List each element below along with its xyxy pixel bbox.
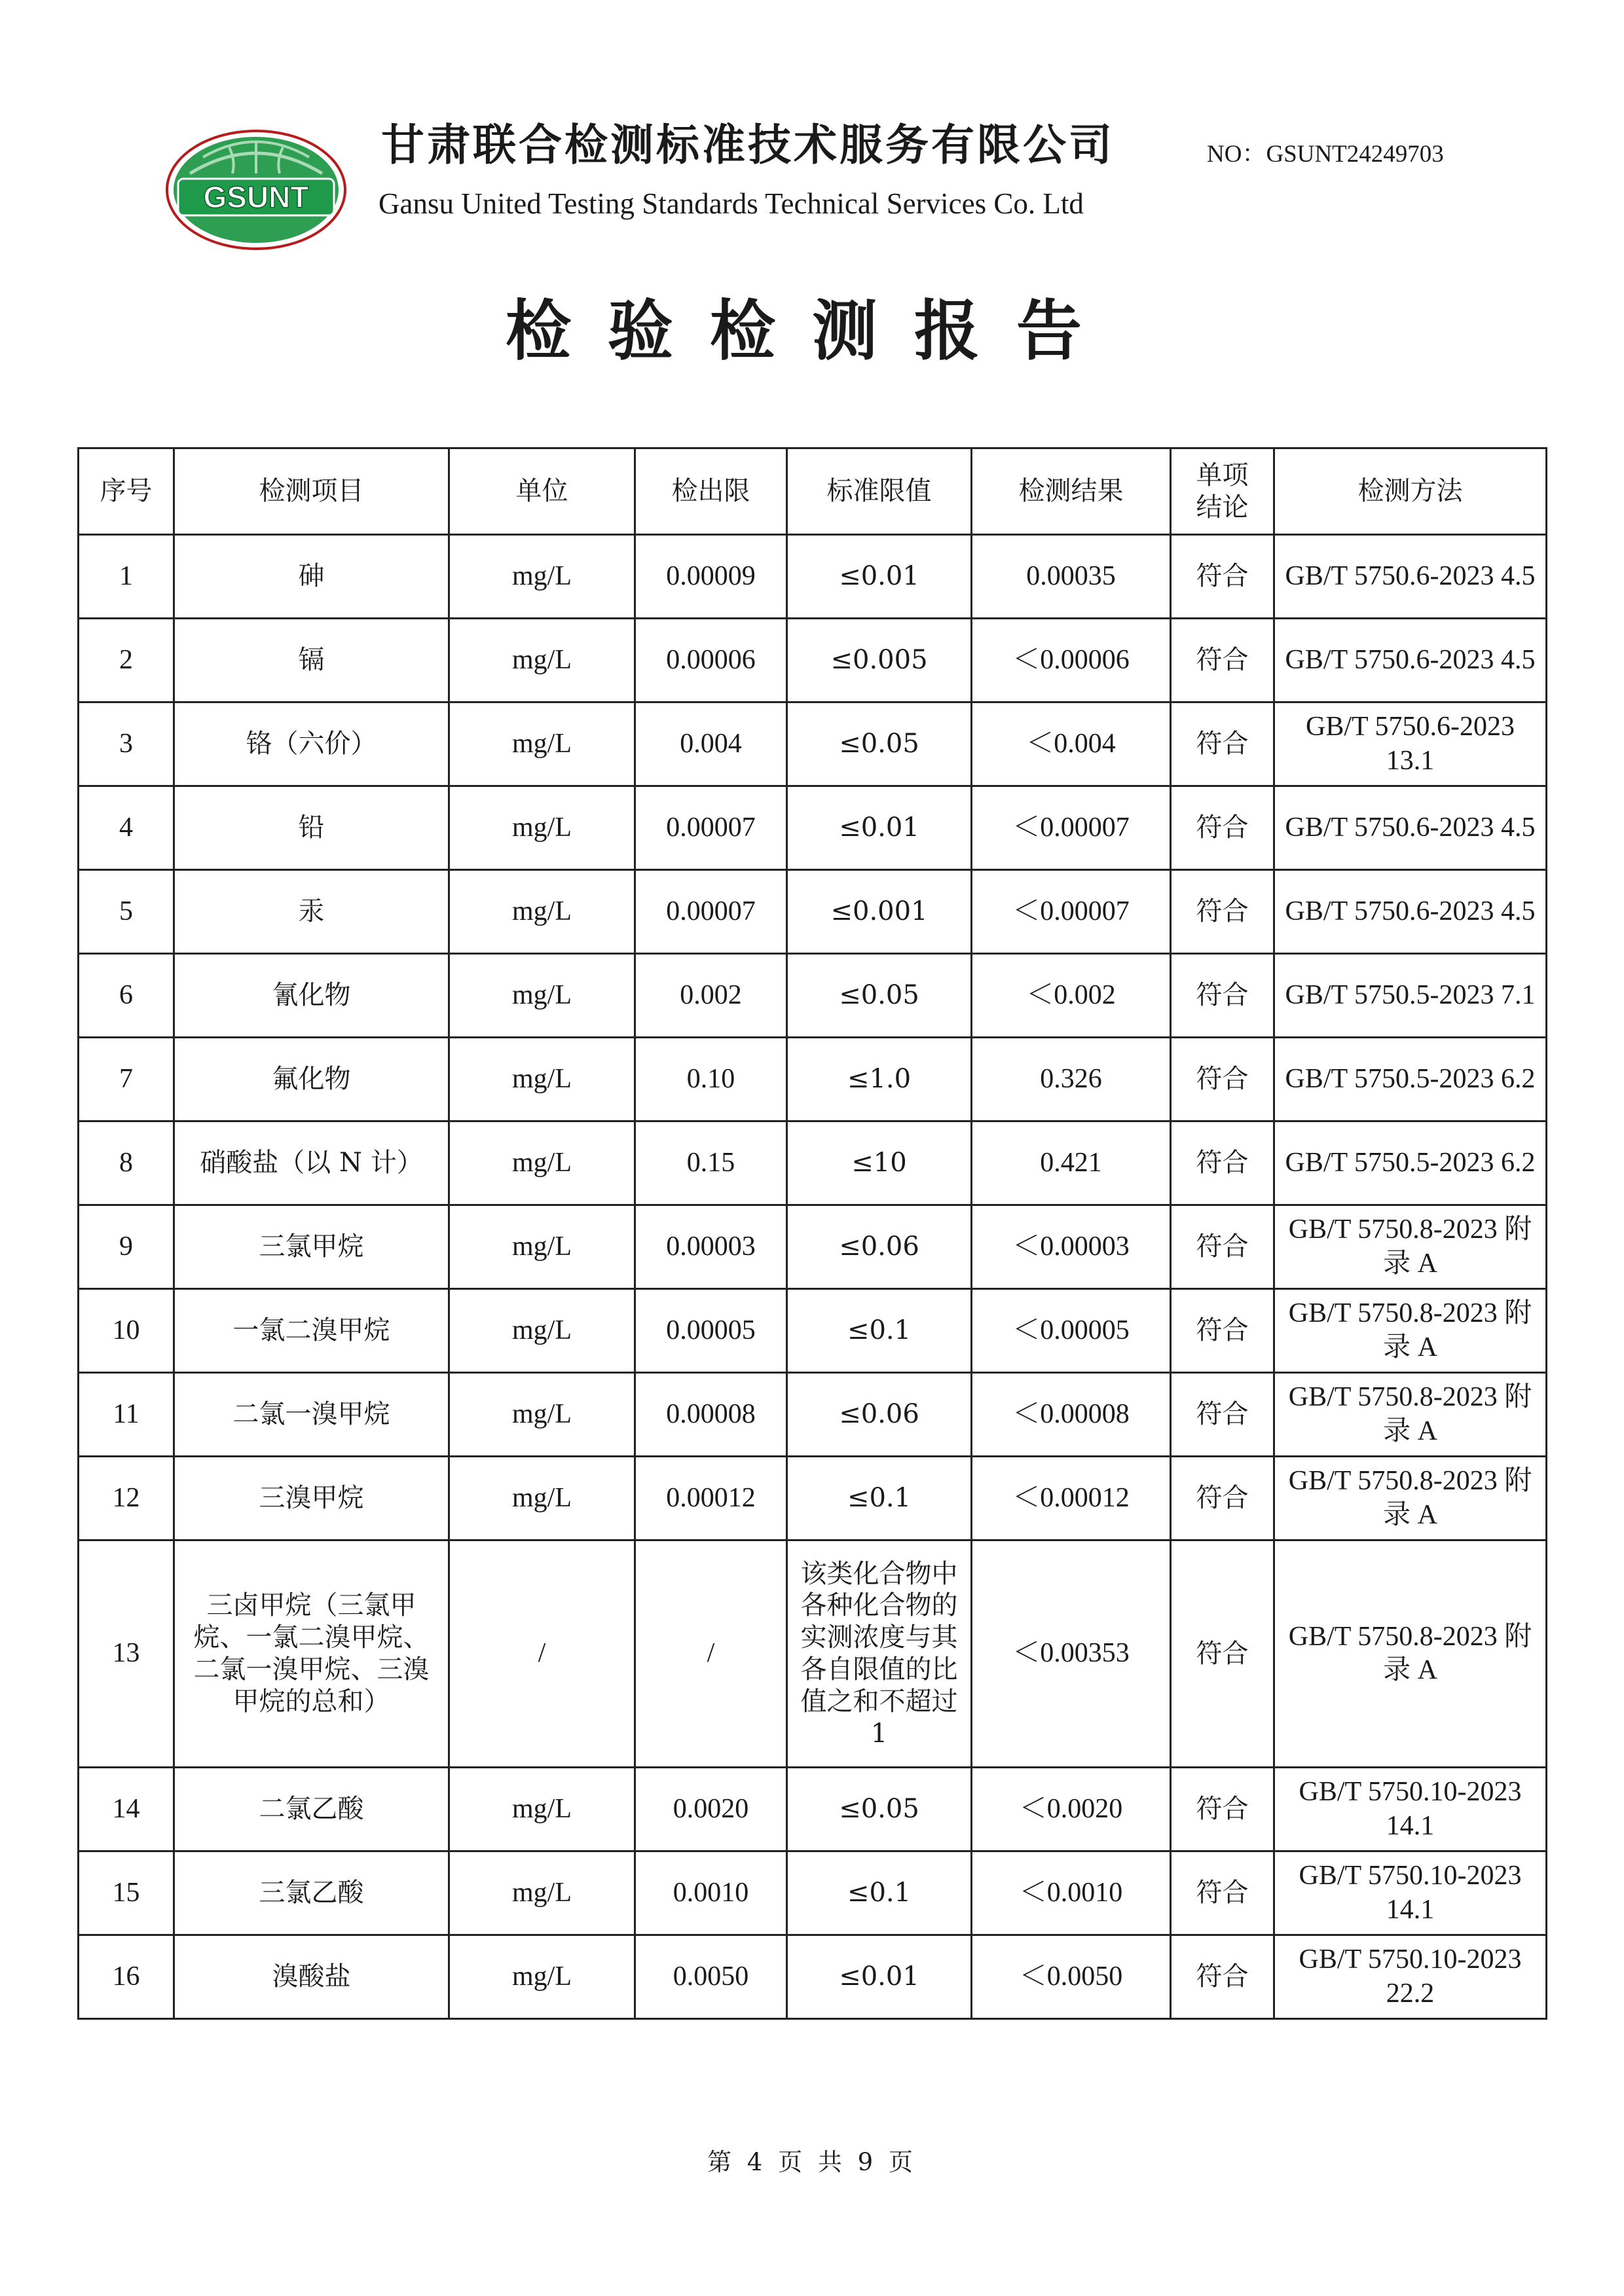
table-row xyxy=(79,1540,1547,1768)
header-method: 检测方法 xyxy=(1274,448,1547,535)
result-cell: ＜0.002 xyxy=(972,954,1171,1038)
seq-cell: 12 xyxy=(79,1457,174,1540)
conclusion-cell: 符合 xyxy=(1171,1457,1274,1540)
item-cell: 一氯二溴甲烷 xyxy=(174,1289,449,1373)
unit-cell: mg/L xyxy=(449,1935,635,2019)
unit-cell: mg/L xyxy=(449,1205,635,1289)
page-number: 第 4 页 共 9 页 xyxy=(707,2148,917,2176)
limit-cell: 0.00007 xyxy=(635,870,787,954)
result-cell: ＜0.004 xyxy=(972,702,1171,786)
limit-cell: 0.004 xyxy=(635,702,787,786)
item-cell: 三卤甲烷（三氯甲烷、一氯二溴甲烷、二氯一溴甲烷、三溴甲烷的总和） xyxy=(174,1540,449,1768)
item-cell: 氰化物 xyxy=(174,954,449,1038)
method-cell: GB/T 5750.10-2023 14.1 xyxy=(1274,1851,1547,1935)
standard-cell: ≤0.01 xyxy=(787,535,972,619)
table-row xyxy=(79,1038,1547,1121)
standard-cell: ≤0.06 xyxy=(787,1205,972,1289)
header-seq: 序号 xyxy=(79,448,174,535)
unit-cell: mg/L xyxy=(449,535,635,619)
seq-cell: 10 xyxy=(79,1289,174,1373)
limit-cell: 0.00009 xyxy=(635,535,787,619)
limit-cell: 0.0020 xyxy=(635,1768,787,1851)
conclusion-cell: 符合 xyxy=(1171,1540,1274,1768)
method-cell: GB/T 5750.8-2023 附录 A xyxy=(1274,1373,1547,1457)
standard-cell: ≤0.05 xyxy=(787,1768,972,1851)
item-cell: 三溴甲烷 xyxy=(174,1457,449,1540)
method-cell: GB/T 5750.5-2023 6.2 xyxy=(1274,1121,1547,1205)
method-cell: GB/T 5750.6-2023 4.5 xyxy=(1274,786,1547,870)
header-result: 检测结果 xyxy=(972,448,1171,535)
item-cell: 镉 xyxy=(174,619,449,702)
standard-cell: ≤0.1 xyxy=(787,1457,972,1540)
seq-cell: 14 xyxy=(79,1768,174,1851)
unit-cell: mg/L xyxy=(449,1851,635,1935)
seq-cell: 8 xyxy=(79,1121,174,1205)
limit-cell: 0.00012 xyxy=(635,1457,787,1540)
header-standard: 标准限值 xyxy=(787,448,972,535)
seq-cell: 3 xyxy=(79,702,174,786)
conclusion-cell: 符合 xyxy=(1171,535,1274,619)
table-body xyxy=(79,535,1547,2019)
table-row xyxy=(79,1373,1547,1457)
company-name-en: Gansu United Testing Standards Technical Services Co. Ltd xyxy=(378,187,1084,220)
item-cell: 铬（六价） xyxy=(174,702,449,786)
limit-cell: 0.00005 xyxy=(635,1289,787,1373)
report-title: 检验检测报告 xyxy=(506,292,1118,369)
conclusion-cell: 符合 xyxy=(1171,870,1274,954)
header-limit: 检出限 xyxy=(635,448,787,535)
seq-cell: 11 xyxy=(79,1373,174,1457)
result-cell: ＜0.00007 xyxy=(972,870,1171,954)
standard-cell: 该类化合物中各种化合物的实测浓度与其各自限值的比值之和不超过1 xyxy=(787,1540,972,1768)
item-cell: 溴酸盐 xyxy=(174,1935,449,2019)
method-cell: GB/T 5750.8-2023 附录 A xyxy=(1274,1205,1547,1289)
item-cell: 三氯甲烷 xyxy=(174,1205,449,1289)
standard-cell: ≤0.1 xyxy=(787,1289,972,1373)
result-cell: 0.421 xyxy=(972,1121,1171,1205)
standard-cell: ≤10 xyxy=(787,1121,972,1205)
unit-cell: mg/L xyxy=(449,619,635,702)
header-unit: 单位 xyxy=(449,448,635,535)
item-cell: 二氯乙酸 xyxy=(174,1768,449,1851)
conclusion-cell: 符合 xyxy=(1171,1289,1274,1373)
method-cell: GB/T 5750.10-2023 22.2 xyxy=(1274,1935,1547,2019)
table-row xyxy=(79,1768,1547,1851)
table-row xyxy=(79,702,1547,786)
method-cell: GB/T 5750.5-2023 7.1 xyxy=(1274,954,1547,1038)
results-table xyxy=(77,447,1547,2020)
method-cell: GB/T 5750.6-2023 4.5 xyxy=(1274,619,1547,702)
conclusion-cell: 符合 xyxy=(1171,1935,1274,2019)
method-cell: GB/T 5750.6-2023 4.5 xyxy=(1274,870,1547,954)
unit-cell: mg/L xyxy=(449,1038,635,1121)
conclusion-cell: 符合 xyxy=(1171,1205,1274,1289)
company-name-cn: 甘肃联合检测标准技术服务有限公司 xyxy=(381,119,1115,170)
limit-cell: / xyxy=(635,1540,787,1768)
method-cell: GB/T 5750.10-2023 14.1 xyxy=(1274,1768,1547,1851)
standard-cell: ≤0.1 xyxy=(787,1851,972,1935)
unit-cell: mg/L xyxy=(449,1373,635,1457)
table-row xyxy=(79,1289,1547,1373)
table-row xyxy=(79,535,1547,619)
header-conclusion: 单项结论 xyxy=(1171,448,1274,535)
table-row xyxy=(79,1121,1547,1205)
gsunt-logo xyxy=(164,128,348,252)
table-row xyxy=(79,786,1547,870)
result-cell: ＜0.0020 xyxy=(972,1768,1171,1851)
result-cell: ＜0.0050 xyxy=(972,1935,1171,2019)
standard-cell: ≤0.05 xyxy=(787,954,972,1038)
result-cell: 0.00035 xyxy=(972,535,1171,619)
limit-cell: 0.15 xyxy=(635,1121,787,1205)
conclusion-cell: 符合 xyxy=(1171,1851,1274,1935)
conclusion-cell: 符合 xyxy=(1171,702,1274,786)
limit-cell: 0.0010 xyxy=(635,1851,787,1935)
table-row xyxy=(79,619,1547,702)
result-cell: 0.326 xyxy=(972,1038,1171,1121)
limit-cell: 0.00007 xyxy=(635,786,787,870)
unit-cell: mg/L xyxy=(449,1121,635,1205)
conclusion-cell: 符合 xyxy=(1171,954,1274,1038)
unit-cell: mg/L xyxy=(449,786,635,870)
result-cell: ＜0.00005 xyxy=(972,1289,1171,1373)
method-cell: GB/T 5750.6-2023 4.5 xyxy=(1274,535,1547,619)
limit-cell: 0.00006 xyxy=(635,619,787,702)
seq-cell: 13 xyxy=(79,1540,174,1768)
method-cell: GB/T 5750.5-2023 6.2 xyxy=(1274,1038,1547,1121)
unit-cell: mg/L xyxy=(449,870,635,954)
seq-cell: 6 xyxy=(79,954,174,1038)
conclusion-cell: 符合 xyxy=(1171,1121,1274,1205)
header-item: 检测项目 xyxy=(174,448,449,535)
table-row xyxy=(79,1851,1547,1935)
limit-cell: 0.002 xyxy=(635,954,787,1038)
seq-cell: 1 xyxy=(79,535,174,619)
conclusion-cell: 符合 xyxy=(1171,1038,1274,1121)
method-cell: GB/T 5750.6-2023 13.1 xyxy=(1274,702,1547,786)
unit-cell: mg/L xyxy=(449,1289,635,1373)
table-header-row xyxy=(79,448,1547,535)
item-cell: 砷 xyxy=(174,535,449,619)
seq-cell: 2 xyxy=(79,619,174,702)
unit-cell: / xyxy=(449,1540,635,1768)
seq-cell: 16 xyxy=(79,1935,174,2019)
result-cell: ＜0.0010 xyxy=(972,1851,1171,1935)
conclusion-cell: 符合 xyxy=(1171,786,1274,870)
standard-cell: ≤0.001 xyxy=(787,870,972,954)
item-cell: 铅 xyxy=(174,786,449,870)
standard-cell: ≤0.01 xyxy=(787,1935,972,2019)
report-header xyxy=(0,0,1624,275)
unit-cell: mg/L xyxy=(449,954,635,1038)
conclusion-cell: 符合 xyxy=(1171,1768,1274,1851)
result-cell: ＜0.00007 xyxy=(972,786,1171,870)
limit-cell: 0.0050 xyxy=(635,1935,787,2019)
seq-cell: 7 xyxy=(79,1038,174,1121)
limit-cell: 0.00003 xyxy=(635,1205,787,1289)
table-row xyxy=(79,1457,1547,1540)
standard-cell: ≤0.06 xyxy=(787,1373,972,1457)
standard-cell: ≤0.005 xyxy=(787,619,972,702)
method-cell: GB/T 5750.8-2023 附录 A xyxy=(1274,1540,1547,1768)
item-cell: 硝酸盐（以 N 计） xyxy=(174,1121,449,1205)
unit-cell: mg/L xyxy=(449,1457,635,1540)
item-cell: 三氯乙酸 xyxy=(174,1851,449,1935)
report-number: NO：GSUNT24249703 xyxy=(1207,141,1444,168)
logo-text: GSUNT xyxy=(203,180,309,214)
item-cell: 二氯一溴甲烷 xyxy=(174,1373,449,1457)
item-cell: 汞 xyxy=(174,870,449,954)
unit-cell: mg/L xyxy=(449,702,635,786)
seq-cell: 15 xyxy=(79,1851,174,1935)
seq-cell: 9 xyxy=(79,1205,174,1289)
table-row xyxy=(79,870,1547,954)
method-cell: GB/T 5750.8-2023 附录 A xyxy=(1274,1457,1547,1540)
table-row xyxy=(79,1205,1547,1289)
standard-cell: ≤0.05 xyxy=(787,702,972,786)
limit-cell: 0.10 xyxy=(635,1038,787,1121)
standard-cell: ≤0.01 xyxy=(787,786,972,870)
result-cell: ＜0.00353 xyxy=(972,1540,1171,1768)
result-cell: ＜0.00012 xyxy=(972,1457,1171,1540)
result-cell: ＜0.00006 xyxy=(972,619,1171,702)
conclusion-cell: 符合 xyxy=(1171,1373,1274,1457)
conclusion-cell: 符合 xyxy=(1171,619,1274,702)
result-cell: ＜0.00008 xyxy=(972,1373,1171,1457)
result-cell: ＜0.00003 xyxy=(972,1205,1171,1289)
table-row xyxy=(79,1935,1547,2019)
seq-cell: 5 xyxy=(79,870,174,954)
seq-cell: 4 xyxy=(79,786,174,870)
limit-cell: 0.00008 xyxy=(635,1373,787,1457)
item-cell: 氟化物 xyxy=(174,1038,449,1121)
standard-cell: ≤1.0 xyxy=(787,1038,972,1121)
unit-cell: mg/L xyxy=(449,1768,635,1851)
method-cell: GB/T 5750.8-2023 附录 A xyxy=(1274,1289,1547,1373)
table-row xyxy=(79,954,1547,1038)
